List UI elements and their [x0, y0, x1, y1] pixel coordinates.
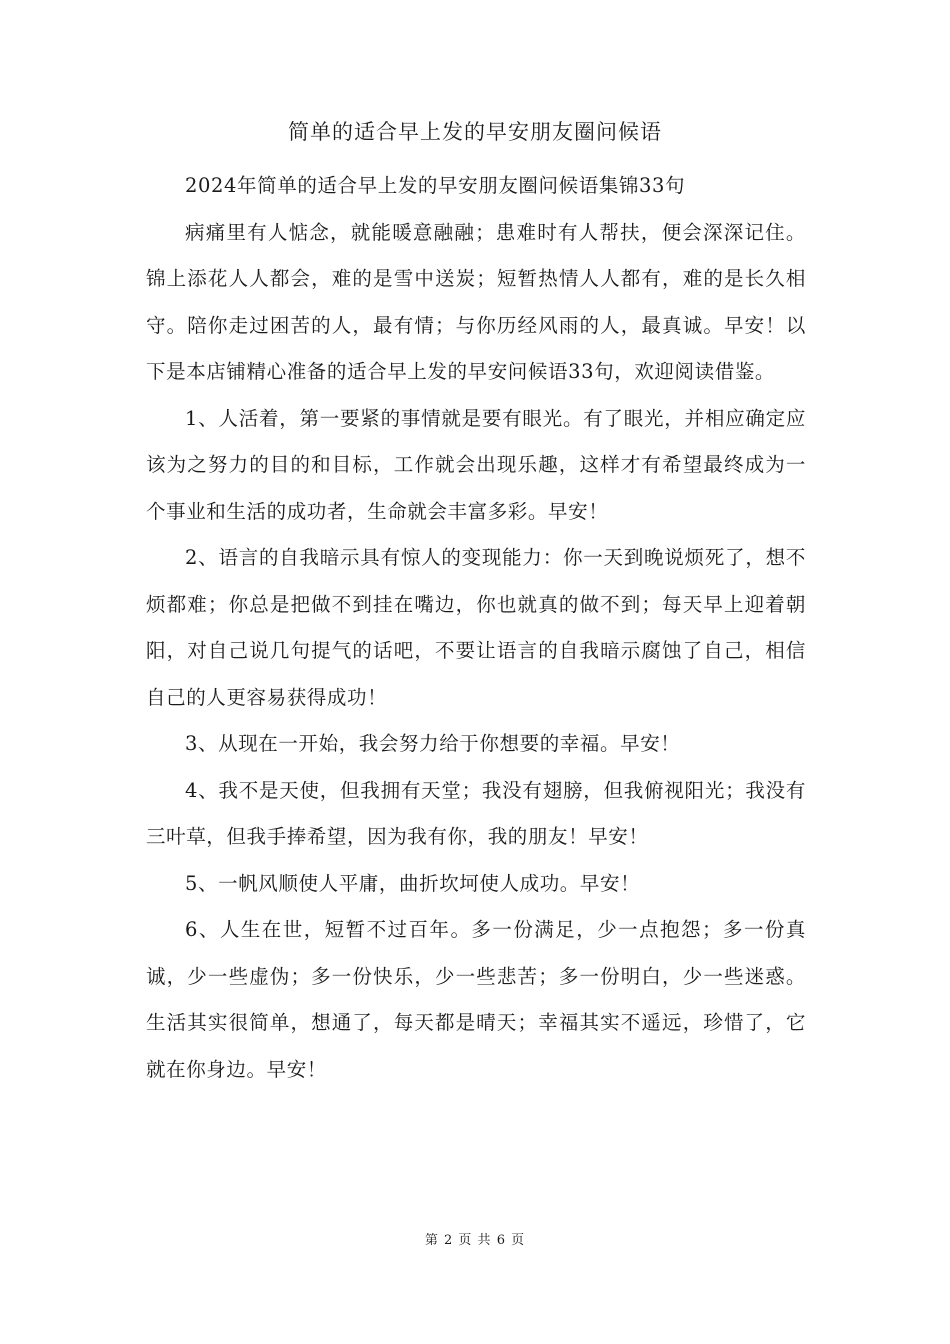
document-body [146, 163, 806, 1093]
greeting-item-5: 5、一帆风顺使人平庸，曲折坎坷使人成功。早安！ [185, 871, 641, 895]
greeting-item-3: 3、从现在一开始，我会努力给于你想要的幸福。早安！ [185, 732, 681, 755]
greeting-item-4: 4、我不是天使，但我拥有天堂；我没有翅膀，但我俯视阳光；我没有三叶草，但我手捧希望，因为我有你，我的朋友！早安！ [146, 778, 806, 848]
page-number-footer: 第 2 页 共 6 页 [424, 1233, 526, 1248]
intro-paragraph: 病痛里有人惦念，就能暖意融融；患难时有人帮扶，便会深深记住。锦上添花人人都会，难的是雪中送炭；短暂热情人人都有，难的是长久相守。陪你走过困苦的人，最有情；与你历经风雨的人，最真诚。早安！以下是本店铺精心准备的适合早上发的早安问候语33句，欢迎阅读借鉴。 [146, 220, 806, 383]
greeting-item-2: 2、语言的自我暗示具有惊人的变现能力：你一天到晚说烦死了，想不烦都难；你总是把做不到挂在嘴边，你也就真的做不到；每天早上迎着朝阳，对自己说几句提气的话吧，不要让语言的自我暗示腐蚀了自己，相信自己的人更容易获得成功！ [146, 546, 806, 709]
greeting-item-6: 6、人生在世，短暂不过百年。多一份满足，少一点抱怨；多一份真诚，少一些虚伪；多一份快乐，少一些悲苦；多一份明白，少一些迷惑。生活其实很简单，想通了，每天都是晴天；幸福其实不遥远，珍惜了，它就在你身边。早安！ [146, 918, 806, 1081]
document-title: 简单的适合早上发的早安朋友圈问候语 [288, 120, 662, 144]
greeting-item-1: 1、人活着，第一要紧的事情就是要有眼光。有了眼光，并相应确定应该为之努力的目的和目标，工作就会出现乐趣，这样才有希望最终成为一个事业和生活的成功者，生命就会丰富多彩。早安！ [146, 406, 806, 523]
subtitle-paragraph: 2024年简单的适合早上发的早安朋友圈问候语集锦33句 [185, 174, 686, 197]
